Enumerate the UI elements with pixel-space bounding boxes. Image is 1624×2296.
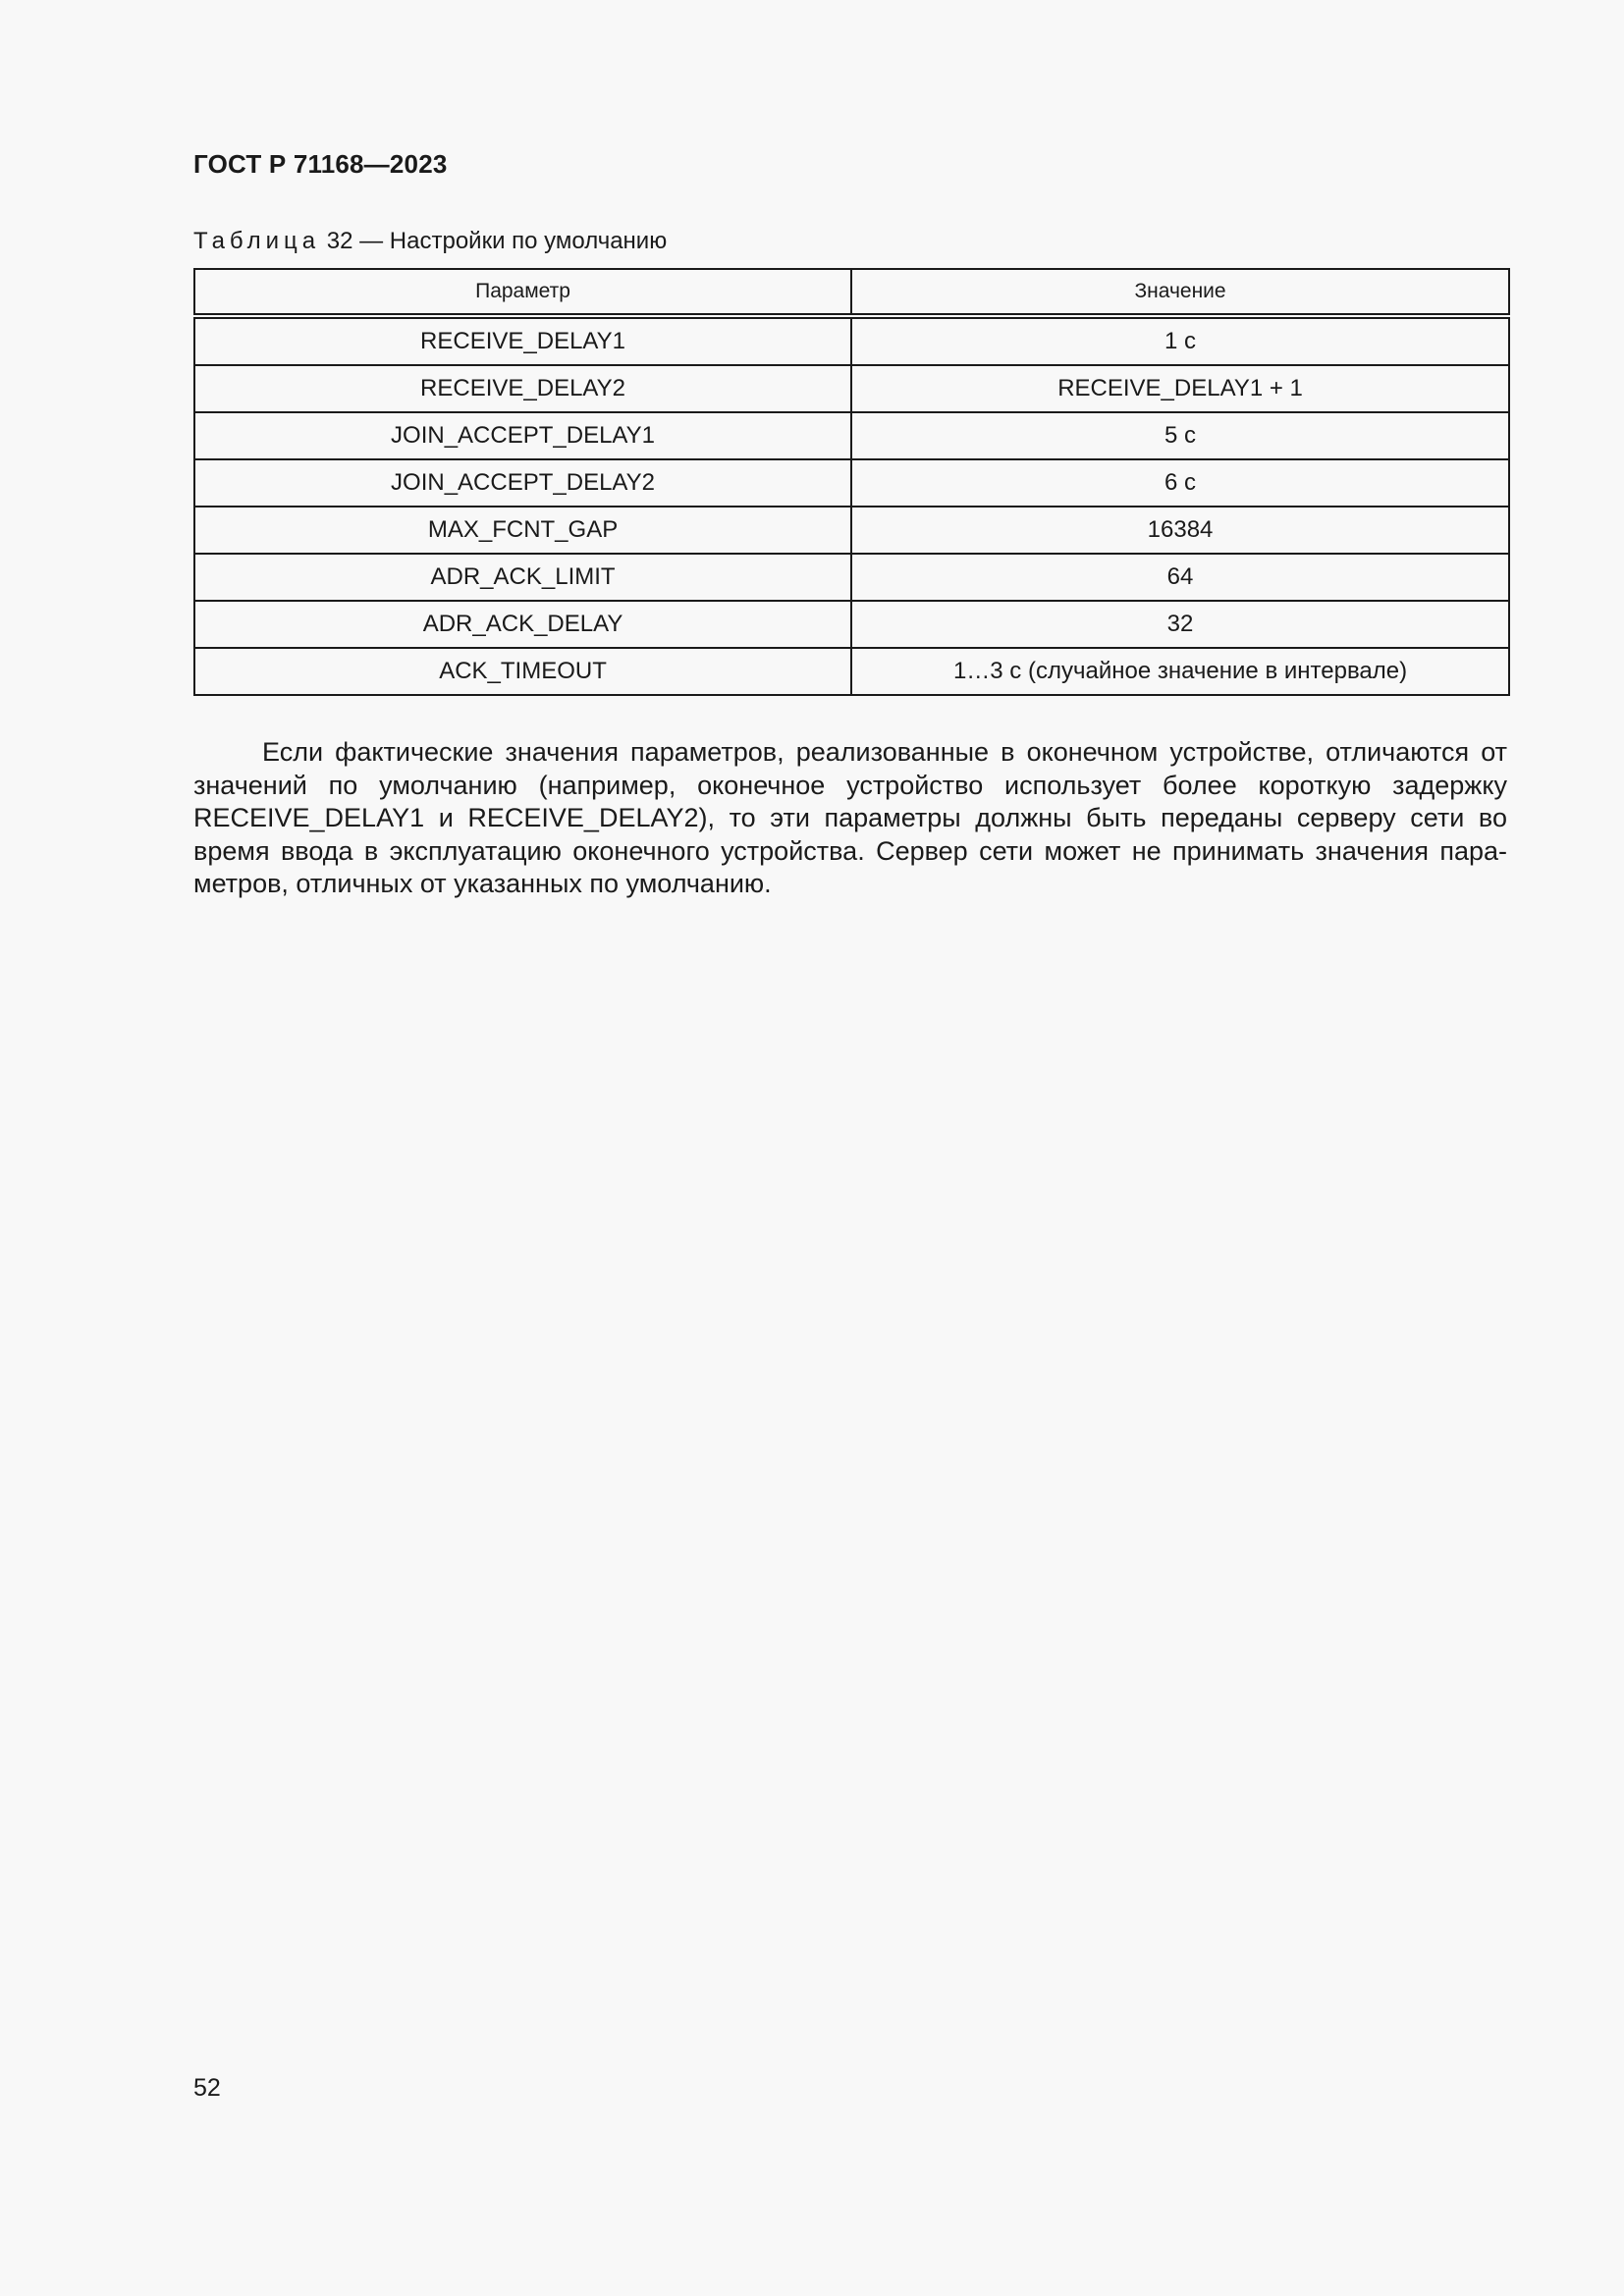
value-cell: 6 с <box>851 459 1509 507</box>
column-header-value: Значение <box>851 269 1509 316</box>
param-cell: ADR_ACK_LIMIT <box>194 554 851 601</box>
defaults-table <box>193 268 1510 696</box>
table-row <box>194 648 1509 695</box>
param-cell: ACK_TIMEOUT <box>194 648 851 695</box>
table-row <box>194 365 1509 412</box>
param-cell: RECEIVE_DELAY2 <box>194 365 851 412</box>
param-cell: RECEIVE_DELAY1 <box>194 316 851 365</box>
body-paragraph: Если фактические значения параметров, реализованные в оконечном устройстве, отличаются от значений по умолчанию (например, оконечное устройство использует более короткую задержку RECEIVE_DELAY1 и RECEIVE_DELAY2), то эти параметры должны быть переданы серверу сети во время ввода в эксплуатацию оконечного устройства. Сервер сети может не принимать значения параметров, отличных от указанных по умолчанию. <box>193 737 1507 898</box>
table-caption-title: 32 — Настройки по умолчанию <box>320 228 668 254</box>
table-caption <box>193 228 667 255</box>
param-cell: JOIN_ACCEPT_DELAY2 <box>194 459 851 507</box>
table-row <box>194 316 1509 365</box>
table-row <box>194 412 1509 459</box>
value-cell: 5 с <box>851 412 1509 459</box>
table-row <box>194 554 1509 601</box>
table-row <box>194 507 1509 554</box>
value-cell: RECEIVE_DELAY1 + 1 <box>851 365 1509 412</box>
page-number: 52 <box>193 2074 221 2102</box>
param-cell: MAX_FCNT_GAP <box>194 507 851 554</box>
table-header-row <box>194 269 1509 316</box>
column-header-parameter: Параметр <box>194 269 851 316</box>
table-caption-label: Таблица <box>193 228 321 254</box>
value-cell: 1…3 с (случайное значение в интервале) <box>851 648 1509 695</box>
document-header: ГОСТ Р 71168—2023 <box>193 149 448 179</box>
value-cell: 32 <box>851 601 1509 648</box>
value-cell: 1 с <box>851 316 1509 365</box>
param-cell: ADR_ACK_DELAY <box>194 601 851 648</box>
value-cell: 16384 <box>851 507 1509 554</box>
table-row <box>194 601 1509 648</box>
table-row <box>194 459 1509 507</box>
param-cell: JOIN_ACCEPT_DELAY1 <box>194 412 851 459</box>
value-cell: 64 <box>851 554 1509 601</box>
